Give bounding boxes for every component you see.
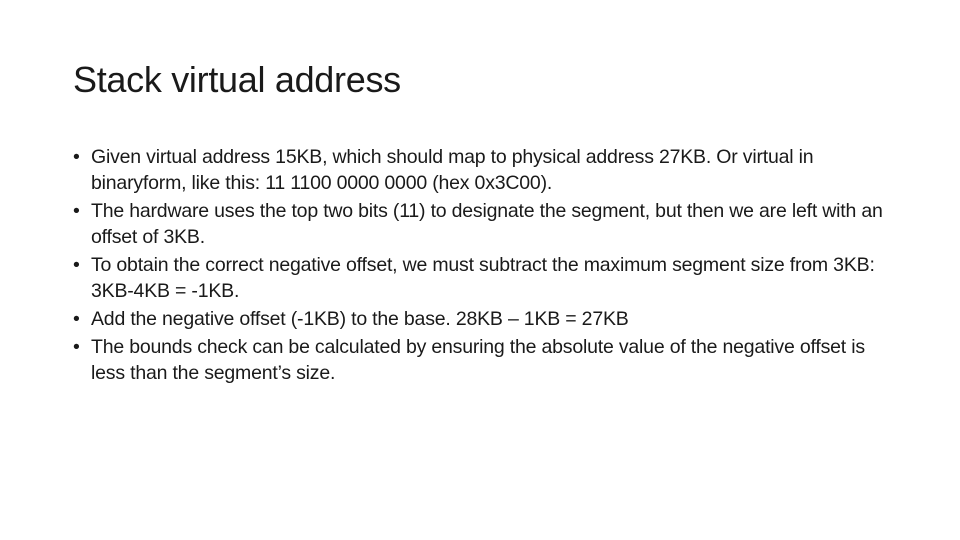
bullet-item-3	[73, 252, 903, 304]
bullet-list	[73, 144, 903, 388]
bullet-dot-icon: •	[73, 146, 80, 168]
bullet-text: To obtain the correct negative offset, we must subtract the maximum segment size from 3KB: 3KB-4KB = -1KB.	[91, 254, 875, 302]
bullet-item-1	[73, 144, 903, 196]
bullet-text: The hardware uses the top two bits (11) to designate the segment, but then we are left with an offset of 3KB.	[91, 200, 883, 248]
bullet-dot-icon: •	[73, 336, 80, 358]
bullet-dot-icon: •	[73, 200, 80, 222]
bullet-text: The bounds check can be calculated by ensuring the absolute value of the negative offset is less than the segment’s size.	[91, 336, 865, 384]
bullet-item-5	[73, 334, 903, 386]
bullet-dot-icon: •	[73, 308, 80, 330]
bullet-dot-icon: •	[73, 254, 80, 276]
bullet-item-2	[73, 198, 903, 250]
bullet-text: Add the negative offset (-1KB) to the base. 28KB – 1KB = 27KB	[91, 308, 629, 330]
bullet-item-4	[73, 306, 903, 332]
bullet-text: Given virtual address 15KB, which should map to physical address 27KB. Or virtual in binaryform, like this: 11 1100 0000 0000 (hex 0x3C00).	[91, 146, 814, 194]
slide-title: Stack virtual address	[73, 59, 401, 100]
